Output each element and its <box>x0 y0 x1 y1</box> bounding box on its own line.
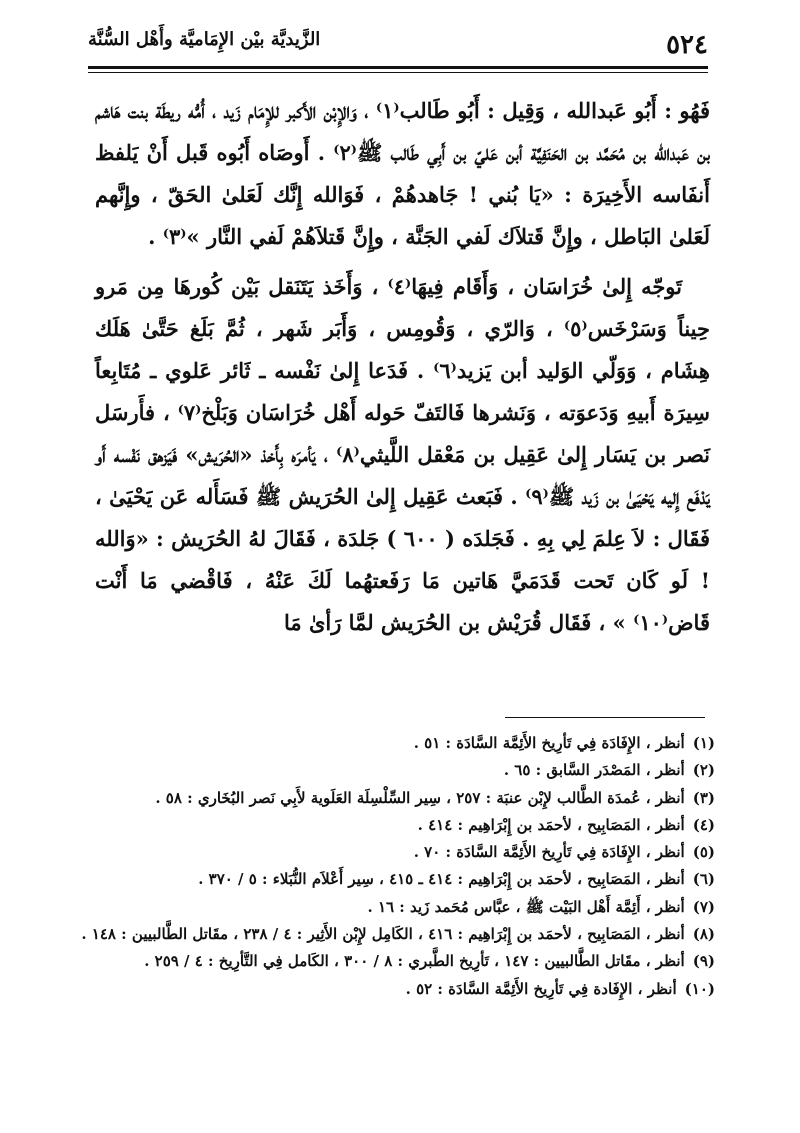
paragraph: فَهُو : أَبُو عَبدالله ، وَقِيل : أَبُو طَالب⁽١⁾ ، وَالإِبْن الأَكبر للإِمَام زَيد ، أُمُّه ريطَة بنت هَاشم بن عَبدالله بن مُحَمَّد بن الحَنَفِيَّة أبن عَليّ بن أَبِي طَالب ﷺ⁽٢⁾ . أَوصَاه أَبُوه قَبل أَنْ يَلفظ أَنفَاسه الأَخِيرَة : «يَا بُني ! جَاهدهُمْ ، فَوَالله إِنَّك لَعَلىٰ الحَقّ ، وإِنَّهم لَعَلىٰ البَاطل ، وإِنَّ قَتلاَك لَفي الجَنَّة ، وإِنَّ قَتلاَهُمْ لَفي النَّار »⁽٣⁾ . <box>95 98 710 249</box>
footnote-number: (١٠) <box>684 979 715 998</box>
footnote-text: أنظر ، المَصَابِيح ، لأحمَد بن إِبْرَاهِيم : ٤١٤ ـ ٤١٥ ، سِير أَعْلاَم النُّبَلاء : ٥ / ٣٧٠ . <box>198 870 685 889</box>
footnote <box>95 785 715 812</box>
footnote <box>81 921 715 948</box>
footnote-number: (٥) <box>692 843 715 862</box>
footnote-number: (٨) <box>692 925 715 944</box>
main-text <box>95 90 710 680</box>
paragraph: تَوجّه إِلىٰ خُرَاسَان ، وَأَقَام فِيهَا⁽٤⁾ ، وَأَخَذ يَتَنَقل بَيْن كُورهَا مِن مَرو حِيناً وَسَرْخَس⁽٥⁾ ، وَالرّي ، وَقُومِس ، وَأَبَر شَهر ، ثُمَّ بَلَغ حَتَّىٰ هَلَك هِشَام ، وَوَلّي الوَليد أبن يَزيد⁽٦⁾ . فَدَعا إِلىٰ نَفْسه ـ ثَائر عَلوي ـ مُتَابِعاً سِيرَة أَبيهِ وَدَعوَته ، وَنَشرها فَالتَفّ حَوله أَهْل خُرَاسَان وَبَلْخ⁽٧⁾ ، فأَرسَل نَصر بن يَسَار إِلىٰ عَقِيل بن مَعْقل اللَّيثي⁽٨⁾ ، يَأمرَه بِأَخذ «الحُرَيش» فَيَزهق نَفْسه أَو يَدْفَع إِليه يَحْيَىٰ بن زَيد ﷺ⁽٩⁾ . فَبَعث عَقِيل إِلىٰ الحُرَيش ﷺ فَسَأَله عَن يَحْيَىٰ ، فَقَال : لاَ عِلمَ لِي بِهِ . فَجَلدَه ( ٦٠٠ ) جَلدَة ، فَقَالَ لهُ الحُرَيش : «وَالله ! لَو كَان تَحت قَدَمَيَّ هَاتين مَا رَفَعتهُما لَكَ عَنْهُ ، فَاقْضي مَا أَنْت قَاض⁽١٠⁾ » ، فَقَال قُرَيْش بن الحُرَيش لمَّا رَأىٰ مَا <box>95 274 711 635</box>
footnote-text: أنظر ، المَصَابِيح ، لأحمَد بن إِبْرَاهِيم : ٤١٦ ، الكَامِل لإِبْن الأَثِير : ٤ / ٢٣٨ ، مقَاتل الطَّالبيين : ١٤٨ . <box>81 925 685 944</box>
page-number: ٥٢٤ <box>666 30 708 60</box>
footnote <box>95 976 715 1003</box>
footnote <box>95 730 715 757</box>
footnote-text: أنظر ، عُمدَة الطَّالب لإِبْن عنبَة : ٢٥٧ ، سِير السِّلْسِلَة العَلَوية لأَبِي نَصر البُخَاري : ٥٨ . <box>155 788 685 807</box>
footnote-text: أنظر ، الإِفَادة فِي تَأرِيخ الأَئِمَّة السَّادَة : ٥٢ . <box>405 979 677 998</box>
footnote-number: (٩) <box>692 952 715 971</box>
footnote <box>95 839 715 866</box>
footnote-text: أنظر ، المَصَابِيح ، لأحمَد بن إِبْرَاهِيم : ٤١٤ . <box>417 815 685 834</box>
running-title: الزَّيديَّة بيْن الإِمَاميَّة وأَهْل السُّنَّة <box>88 29 321 50</box>
footnote-text: أنظر ، مقَاتل الطَّالبيين : ١٤٧ ، تَأرِيخ الطَّبري : ٨ / ٣٠٠ ، الكَامل فِي التَّأرِيخ : ٤ / ٢٥٩ . <box>144 952 685 971</box>
footnote-separator <box>505 717 705 718</box>
footnote-text: أنظر ، المَصْدَر السَّابق : ٦٥ . <box>503 761 685 780</box>
footnote <box>95 757 715 784</box>
footnote-text: أنظر ، الإِفَادَة فِي تَأرِيخ الأَئِمَّة السَّادَة : ٥١ . <box>413 734 685 752</box>
footnote <box>95 866 715 893</box>
footnote-number: (٢) <box>692 761 715 780</box>
footnote <box>95 948 715 975</box>
page-header <box>88 22 708 66</box>
header-rule-thin <box>88 72 708 73</box>
footnote-number: (١) <box>692 734 715 752</box>
footnote-number: (٤) <box>692 815 715 834</box>
footnote-number: (٧) <box>692 897 715 916</box>
footnote <box>95 894 715 921</box>
footnote <box>95 812 715 839</box>
header-rule <box>88 66 708 69</box>
footnote-number: (٦) <box>692 870 715 889</box>
footnote-text: أنظر ، الإِفَادَة فِي تَأرِيخ الأَئِمَّة السَّادَة : ٧٠ . <box>413 843 685 862</box>
footnotes <box>81 730 715 1003</box>
footnote-text: أنظر ، أَئِمَّة أَهْل البَيْت ﷺ ، عبَّاس مُحَمد زَيد : ١٦ . <box>367 897 685 916</box>
footnote-number: (٣) <box>692 788 715 807</box>
